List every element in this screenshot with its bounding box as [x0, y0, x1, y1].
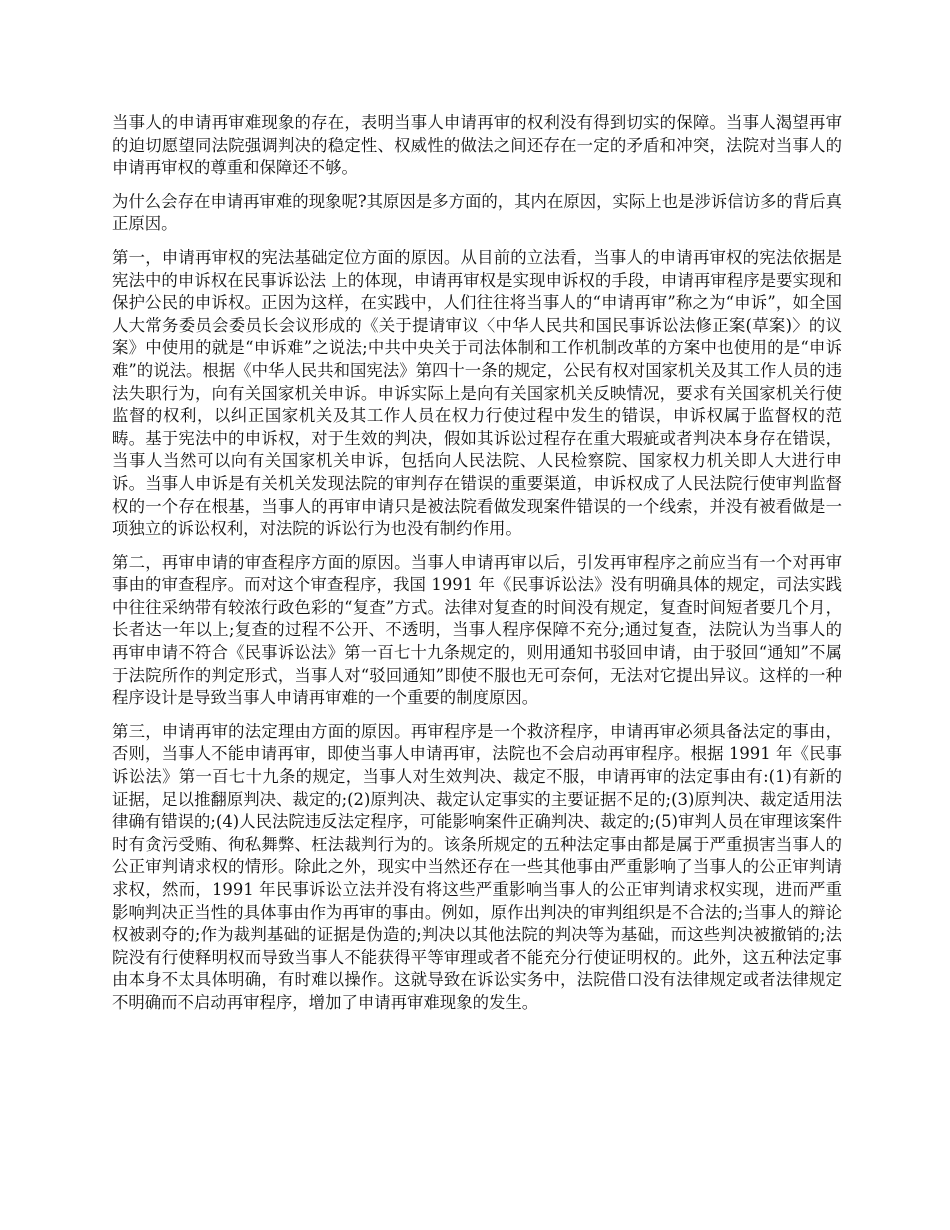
paragraph-intro: 当事人的申请再审难现象的存在，表明当事人申请再审的权利没有得到切实的保障。当事人渴望再审的迫切愿望同法院强调判决的稳定性、权威性的做法之间还存在一定的矛盾和冲突，法院对当事人的申请再审权的尊重和保障还不够。 [112, 113, 842, 178]
paragraph-second-reason: 第二，再审申请的审查程序方面的原因。当事人申请再审以后，引发再审程序之前应当有一个对再审事由的审查程序。而对这个审查程序，我国 1991 年《民事诉讼法》没有明确具体的规定，司法实践中往往采纳带有较浓行政色彩的“复查”方式。法律对复查的时间没有规定，复查时间短者要几个月，长者达一年以上;复查的过程不公开、不透明，当事人程序保障不充分;通过复查，法院认为当事人的再审申请不符合《民事诉讼法》第一百七十九条规定的，则用通知书驳回申请，由于驳回“通知”不属于法院所作的判定形式，当事人对“驳回通知”即使不服也无可奈何，无法对它提出异议。这样的一种程序设计是导致当事人申请再审难的一个重要的制度原因。 [112, 552, 842, 708]
document-body [112, 112, 842, 1026]
paragraph-question: 为什么会存在申请再审难的现象呢?其原因是多方面的，其内在原因，实际上也是涉诉信访多的背后真正原因。 [112, 191, 842, 234]
paragraph-first-reason: 第一，申请再审权的宪法基础定位方面的原因。从目前的立法看，当事人的申请再审权的宪法依据是宪法中的申诉权在民事诉讼法 上的体现，申请再审权是实现申诉权的手段，申请再审程序是要实现和保护公民的申诉权。正因为这样，在实践中，人们往往将当事人的“申请再审”称之为“申诉”，如全国人大常务委员会委员长会议形成的《关于提请审议〈中华人民共和国民事诉讼法修正案(草案)〉的议案》中使用的就是“申诉难”之说法;中共中央关于司法体制和工作机制改革的方案中也使用的是“申诉难”的说法。根据《中华人民共和国宪法》第四十一条的规定，公民有权对国家机关及其工作人员的违法失职行为，向有关国家机关申诉。申诉实际上是向有关国家机关反映情况，要求有关国家机关行使监督的权利，以纠正国家机关及其工作人员在权力行使过程中发生的错误，申诉权属于监督权的范畴。基于宪法中的申诉权，对于生效的判决，假如其诉讼过程存在重大瑕疵或者判决本身存在错误，当事人当然可以向有关国家机关申诉，包括向人民法院、人民检察院、国家权力机关即人大进行申诉。当事人申诉是有关机关发现法院的审判存在错误的重要渠道，申诉权成了人民法院行使审判监督权的一个存在根基，当事人的再审申请只是被法院看做发现案件错误的一个线索，并没有被看做是一项独立的诉讼权利，对法院的诉讼行为也没有制约作用。 [112, 247, 842, 539]
paragraph-third-reason: 第三，申请再审的法定理由方面的原因。再审程序是一个救济程序，申请再审必须具备法定的事由，否则，当事人不能申请再审，即使当事人申请再审，法院也不会启动再审程序。根据 1991 年《民事诉讼法》第一百七十九条的规定，当事人对生效判决、裁定不服，申请再审的法定事由有:(1)有新的证据，足以推翻原判决、裁定的;(2)原判决、裁定认定事实的主要证据不足的;(3)原判决、裁定适用法律确有错误的;(4)人民法院违反法定程序，可能影响案件正确判决、裁定的;(5)审判人员在审理该案件时有贪污受贿、徇私舞弊、枉法裁判行为的。该条所规定的五种法定事由都是属于严重损害当事人的公正审判请求权的情形。除此之外，现实中当然还存在一些其他事由严重影响了当事人的公正审判请求权，然而，1991 年民事诉讼立法并没有将这些严重影响当事人的公正审判请求权实现，进而严重影响判决正当性的具体事由作为再审的事由。例如，原作出判决的审判组织是不合法的;当事人的辩论权被剥夺的;作为裁判基础的证据是伪造的;判决以其他法院的判决等为基础，而这些判决被撤销的;法院没有行使释明权而导致当事人不能获得平等审理或者不能充分行使证明权的。此外，这五种法定事由本身不太具体明确，有时难以操作。这就导致在诉讼实务中，法院借口没有法律规定或者法律规定不明确而不启动再审程序，增加了申请再审难现象的发生。 [112, 721, 842, 1012]
